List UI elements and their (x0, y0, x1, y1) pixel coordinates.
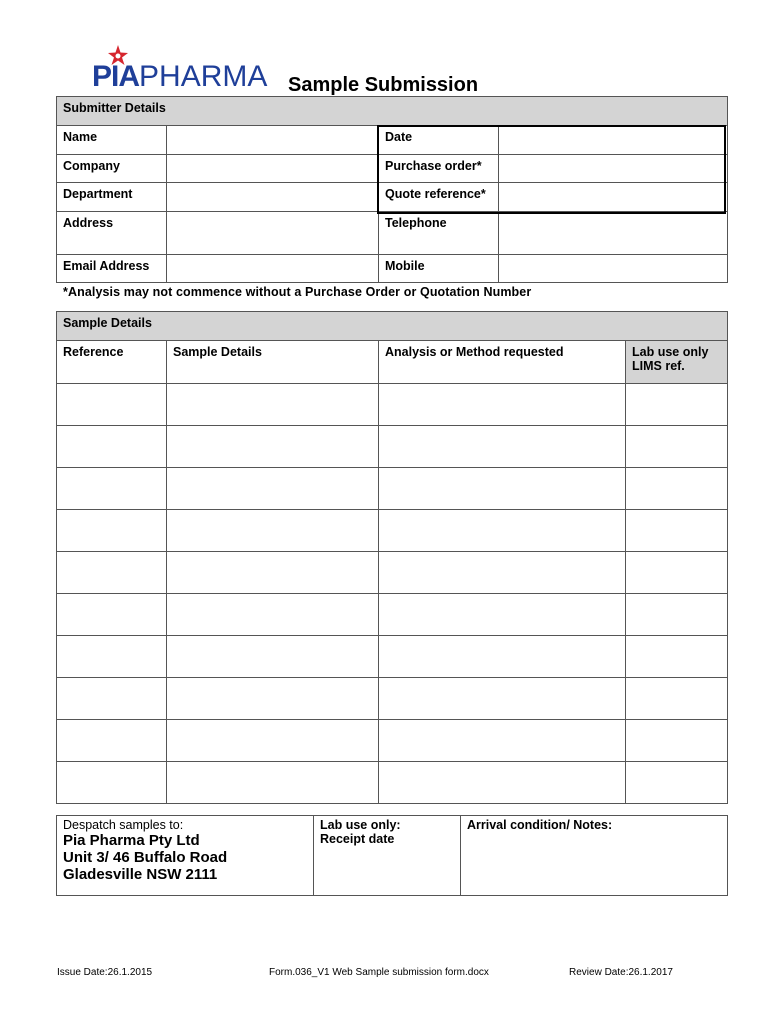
telephone-field[interactable] (499, 212, 728, 255)
table-row-cell[interactable] (379, 762, 626, 804)
table-row-cell[interactable] (167, 594, 379, 636)
name-field[interactable] (167, 126, 379, 155)
despatch-line2: Unit 3/ 46 Buffalo Road (63, 849, 228, 866)
despatch-line1: Pia Pharma Pty Ltd (63, 832, 200, 849)
table-row-cell[interactable] (167, 552, 379, 594)
table-row-cell[interactable] (379, 594, 626, 636)
footer-review-date: Review Date:26.1.2017 (569, 967, 673, 978)
col-reference: Reference (57, 341, 167, 384)
table-row-cell[interactable] (57, 636, 167, 678)
table-row-cell[interactable] (379, 510, 626, 552)
footer-issue-date: Issue Date:26.1.2015 (57, 967, 153, 978)
table-row-cell[interactable] (626, 720, 728, 762)
table-row-cell[interactable] (626, 594, 728, 636)
logo-bold-text: PIA (92, 60, 140, 93)
footer-form-name: Form.036_V1 Web Sample submission form.docx (269, 967, 489, 978)
logo-light-text: PHARMA (139, 60, 268, 93)
table-row-cell[interactable] (626, 426, 728, 468)
lab-use-cell[interactable] (314, 816, 461, 896)
submitter-section-header: Submitter Details (57, 97, 728, 126)
table-row-cell[interactable] (57, 510, 167, 552)
table-row-cell[interactable] (626, 468, 728, 510)
table-row-cell[interactable] (57, 678, 167, 720)
mobile-field[interactable] (499, 255, 728, 283)
sample-section-header: Sample Details (57, 312, 728, 341)
department-label: Department (57, 183, 167, 212)
quote-reference-field[interactable] (499, 183, 728, 212)
table-row-cell[interactable] (626, 678, 728, 720)
arrival-label: Arrival condition/ Notes: (467, 818, 613, 832)
table-row-cell[interactable] (57, 384, 167, 426)
table-row-cell[interactable] (167, 384, 379, 426)
lab-use-label: Lab use only: (320, 818, 401, 832)
name-label: Name (57, 126, 167, 155)
despatch-label: Despatch samples to: (63, 818, 184, 832)
purchase-order-field[interactable] (499, 155, 728, 183)
telephone-label: Telephone (379, 212, 499, 255)
table-row-cell[interactable] (57, 762, 167, 804)
email-label: Email Address (57, 255, 167, 283)
table-row-cell[interactable] (57, 552, 167, 594)
despatch-table (56, 815, 728, 896)
address-field[interactable] (167, 212, 379, 255)
table-row-cell[interactable] (167, 720, 379, 762)
mobile-label: Mobile (379, 255, 499, 283)
purchase-order-label: Purchase order* (379, 155, 499, 183)
receipt-date-label: Receipt date (320, 832, 395, 846)
arrival-cell[interactable] (461, 816, 728, 896)
col-analysis: Analysis or Method requested (379, 341, 626, 384)
table-row-cell[interactable] (379, 678, 626, 720)
submitter-details-table (56, 96, 728, 283)
table-row-cell[interactable] (379, 552, 626, 594)
table-row-cell[interactable] (57, 426, 167, 468)
table-row-cell[interactable] (379, 384, 626, 426)
col-lab-use: Lab use only LIMS ref. (626, 341, 728, 384)
table-row-cell[interactable] (167, 678, 379, 720)
email-field[interactable] (167, 255, 379, 283)
table-row-cell[interactable] (167, 426, 379, 468)
table-row-cell[interactable] (379, 720, 626, 762)
table-row-cell[interactable] (167, 510, 379, 552)
date-field[interactable] (499, 126, 728, 155)
table-row-cell[interactable] (167, 762, 379, 804)
despatch-cell (57, 816, 314, 896)
table-row-cell[interactable] (626, 552, 728, 594)
purchase-order-note: *Analysis may not commence without a Purchase Order or Quotation Number (63, 285, 532, 299)
table-row-cell[interactable] (626, 762, 728, 804)
address-label: Address (57, 212, 167, 255)
company-label: Company (57, 155, 167, 183)
table-row-cell[interactable] (167, 468, 379, 510)
table-row-cell[interactable] (379, 468, 626, 510)
table-row-cell[interactable] (167, 636, 379, 678)
table-row-cell[interactable] (379, 636, 626, 678)
date-label: Date (379, 126, 499, 155)
department-field[interactable] (167, 183, 379, 212)
sample-details-table (56, 311, 728, 804)
table-row-cell[interactable] (57, 720, 167, 762)
company-field[interactable] (167, 155, 379, 183)
table-row-cell[interactable] (626, 384, 728, 426)
table-row-cell[interactable] (379, 426, 626, 468)
table-row-cell[interactable] (57, 594, 167, 636)
table-row-cell[interactable] (626, 636, 728, 678)
pia-pharma-logo (92, 44, 268, 94)
page-title: Sample Submission (288, 74, 479, 96)
table-row-cell[interactable] (626, 510, 728, 552)
despatch-line3: Gladesville NSW 2111 (63, 866, 218, 883)
table-row-cell[interactable] (57, 468, 167, 510)
col-sample-details: Sample Details (167, 341, 379, 384)
quote-reference-label: Quote reference* (379, 183, 499, 212)
